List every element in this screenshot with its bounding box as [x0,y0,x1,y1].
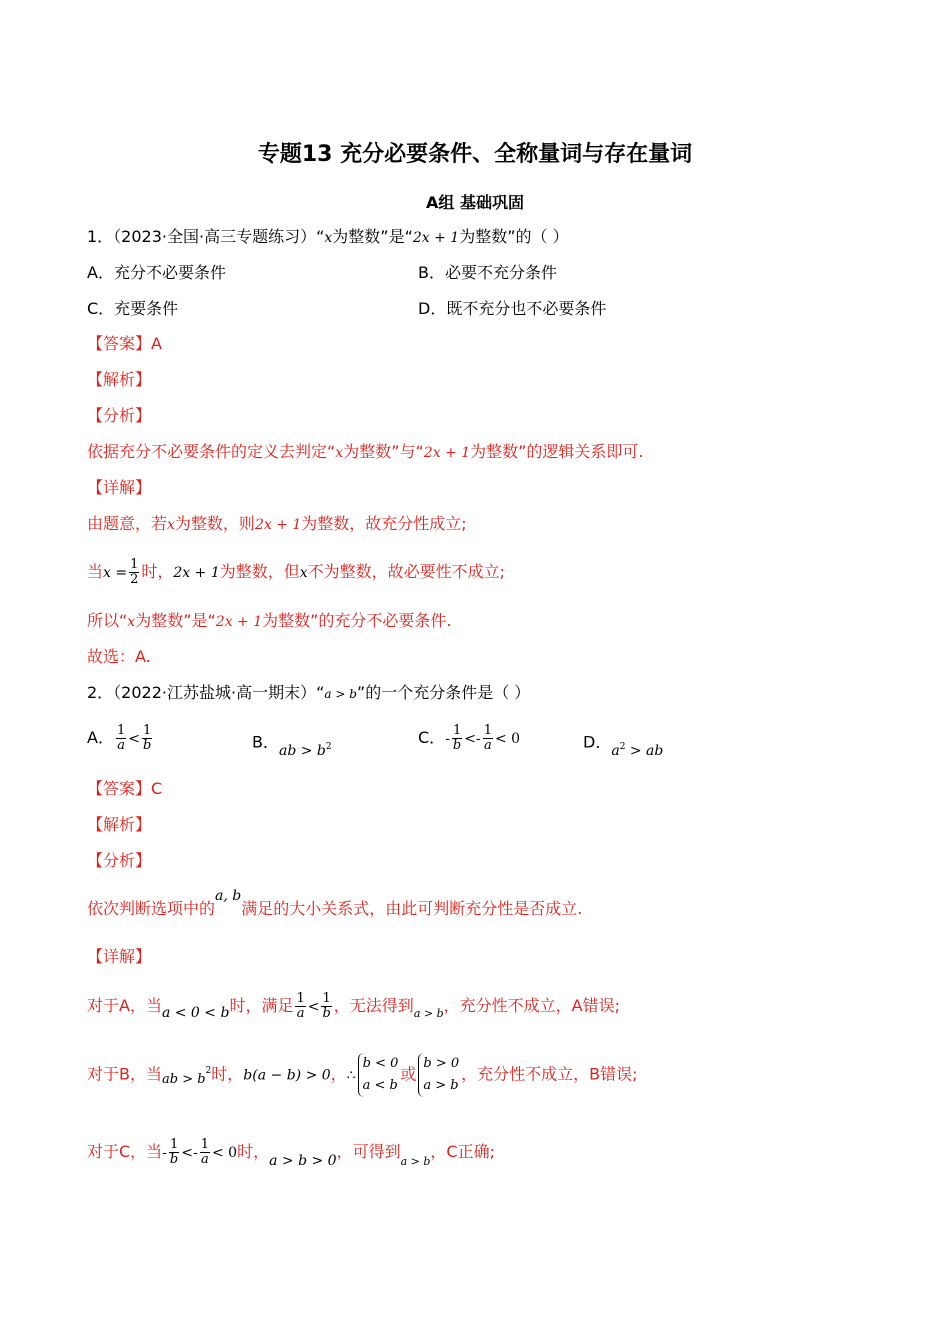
system-of-inequalities-1: b < 0 a < b [358,1053,399,1097]
q2-option-b: B．ab > $b^2$ [252,732,332,760]
q1-choice: 故选：A. [87,647,151,666]
q2-fenxi-label: 【分析】 [87,851,152,870]
q1-option-c: C．充要条件 [87,299,179,318]
section-heading: A组 基础巩固 [426,193,524,212]
q2-detail-b: 对于B，当$_{ab > b}^2$时，b(a − b) > 0，∴ b < 0 a < b 或 b > 0 a > b ，充分性不成立，B错误; [87,1046,638,1101]
q2-detail-a: 对于A，当a < 0 < b时，满足 $\frac{1}{a}$ < $\frac{1}{b}$ ，无法得到$_{a > b}$，充分性不成立，A错误; [87,991,620,1021]
q1-detail-1: 由题意，若x为整数，则2x + 1为整数，故充分性成立; [87,514,467,533]
q1-detail-2: 当x = $\frac{1}{2}$ 时，2x + 1为整数，但x不为整数，故必要性不成立; [87,557,506,587]
page-title: 专题13 充分必要条件、全称量词与存在量词 [257,142,693,167]
q2-stem: 2．（2022·江苏盐城·高一期末）“a > b”的一个充分条件是（ ） [87,683,531,702]
q1-xiangjie-label: 【详解】 [87,478,152,497]
q1-option-a: A．充分不必要条件 [87,263,226,282]
q1-answer: 【答案】A [87,334,162,353]
fraction-one-half: $\frac{1}{2}$ [130,557,139,587]
q2-xiangjie-label: 【详解】 [87,947,152,966]
q1-option-d: D．既不充分也不必要条件 [418,299,607,318]
q2-detail-c: 对于C，当- $\frac{1}{b}$ <- $\frac{1}{a}$ < 0时，a > b > 0，可得到$_{a > b}$，C正确; [87,1137,495,1169]
q2-answer: 【答案】C [87,779,163,798]
q2-option-d: D．$a^2$ > ab [583,732,664,760]
q2-option-c: C．- $\frac{1}{b}$ <- $\frac{1}{a}$ < 0 [418,723,521,753]
q1-jiexi-label: 【解析】 [87,370,152,389]
q1-fenxi-label: 【分析】 [87,406,152,425]
q2-analysis: 依次判断选项中的a, b满足的大小关系式，由此可判断充分性是否成立. [87,888,583,918]
q1-stem: 1．（2023·全国·高三专题练习）“x为整数”是“2x + 1为整数”的（ ） [87,227,569,246]
system-of-inequalities-2: b > 0 a > b [418,1053,459,1097]
q1-detail-3: 所以“x为整数”是“2x + 1为整数”的充分不必要条件. [87,611,452,630]
q2-jiexi-label: 【解析】 [87,815,152,834]
q1-option-b: B．必要不充分条件 [418,263,557,282]
q2-option-a: A． $\frac{1}{a}$ < $\frac{1}{b}$ [87,723,152,753]
q1-analysis: 依据充分不必要条件的定义去判定“x为整数”与“2x + 1为整数”的逻辑关系即可. [87,442,644,461]
